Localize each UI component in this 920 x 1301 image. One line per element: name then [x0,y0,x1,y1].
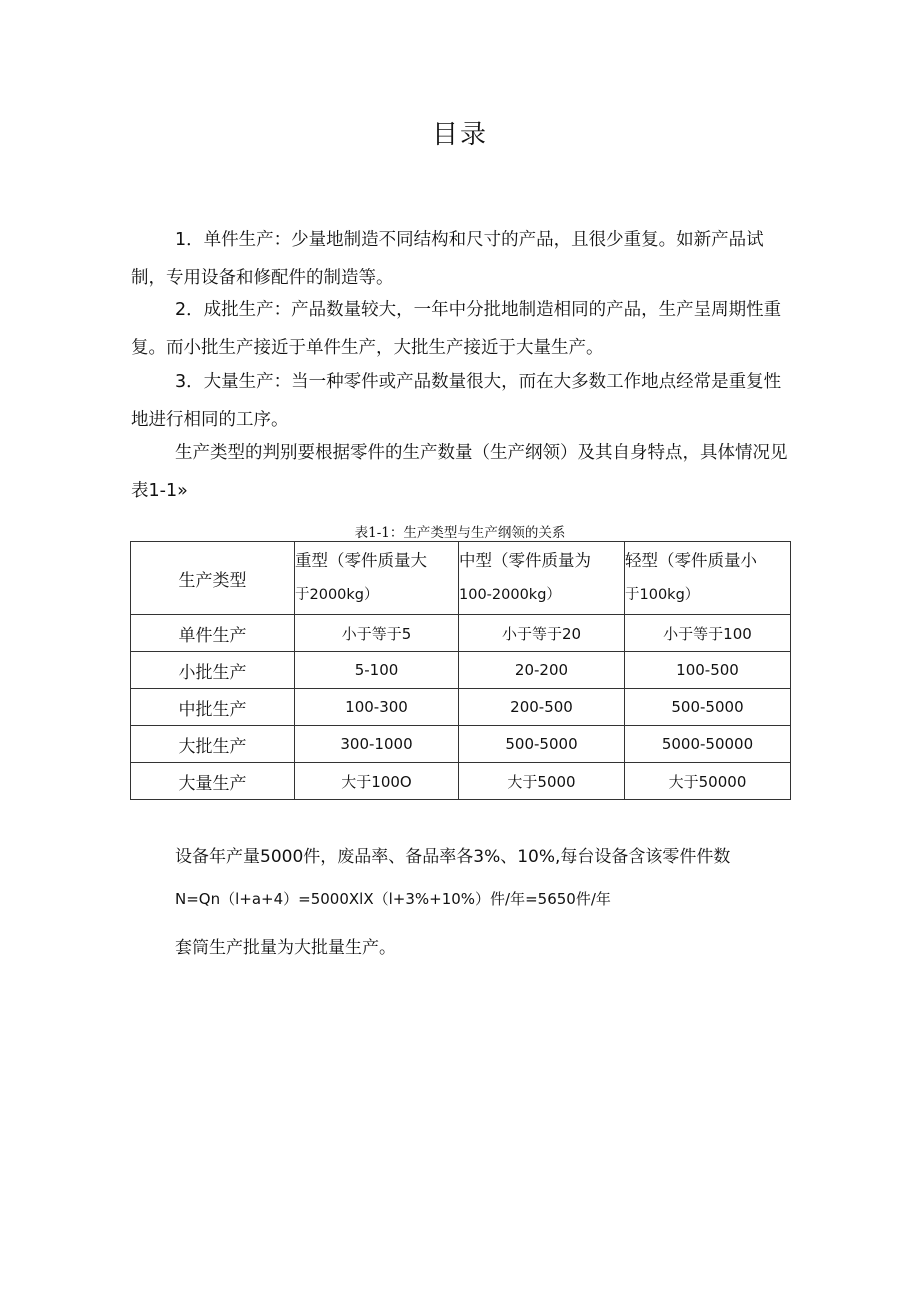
header-light [625,542,791,615]
cell-heavy: 大于100O [295,763,459,800]
cell-medium: 小于等于20 [459,615,625,652]
table-row [131,689,791,726]
note-conclusion: 套筒生产批量为大批量生产。 [175,938,396,958]
cell-heavy: 100-300 [295,689,459,726]
header-heavy [295,542,459,615]
note-formula: N=Qn（l+a+4）=5000XlX（l+3%+10%）件/年=5650件/年 [175,890,611,908]
paragraph-mass-production: 3．大量生产：当一种零件或产品数量很大，而在大多数工作地点经常是重复性地进行相同的工序。 [131,372,782,430]
page-title: 目录 [431,120,488,150]
header-heavy-line2: 于2000kg） [295,587,379,603]
cell-medium: 大于5000 [459,763,625,800]
note-annual-output: 设备年产量5000件，废品率、备品率各3%、10%,每台设备含该零件件数 [175,847,731,867]
header-heavy-line1: 重型（零件质量大 [295,551,427,570]
cell-medium: 20-200 [459,652,625,689]
cell-light: 5000-50000 [625,726,791,763]
header-light-line2: 于100kg） [625,587,700,603]
table-row [131,615,791,652]
cell-light: 100-500 [625,652,791,689]
paragraph-single-production: 1．单件生产：少量地制造不同结构和尺寸的产品，且很少重复。如新产品试制，专用设备和修配件的制造等。 [131,230,764,288]
row-label: 中批生产 [131,689,295,726]
paragraph-batch-production: 2．成批生产：产品数量较大，一年中分批地制造相同的产品，生产呈周期性重复。而小批生产接近于单件生产，大批生产接近于大量生产。 [131,300,782,358]
production-type-table [130,541,791,800]
cell-light: 小于等于100 [625,615,791,652]
row-label: 单件生产 [131,615,295,652]
table-row [131,726,791,763]
header-type: 生产类型 [131,542,295,615]
cell-light: 500-5000 [625,689,791,726]
table-header-row [131,542,791,615]
cell-light: 大于50000 [625,763,791,800]
header-medium-line1: 中型（零件质量为 [459,551,591,570]
row-label: 小批生产 [131,652,295,689]
row-label: 大批生产 [131,726,295,763]
table-caption: 表1-1：生产类型与生产纲领的关系 [354,525,566,541]
paragraph-type-judgement: 生产类型的判别要根据零件的生产数量（生产纲领）及其自身特点，具体情况见表1-1» [131,443,788,501]
cell-heavy: 300-1000 [295,726,459,763]
cell-heavy: 5-100 [295,652,459,689]
header-medium-line2: 100-2000kg） [459,587,561,603]
table-row [131,763,791,800]
cell-medium: 200-500 [459,689,625,726]
cell-heavy: 小于等于5 [295,615,459,652]
header-medium [459,542,625,615]
header-light-line1: 轻型（零件质量小 [625,551,757,570]
table-row [131,652,791,689]
row-label: 大量生产 [131,763,295,800]
cell-medium: 500-5000 [459,726,625,763]
